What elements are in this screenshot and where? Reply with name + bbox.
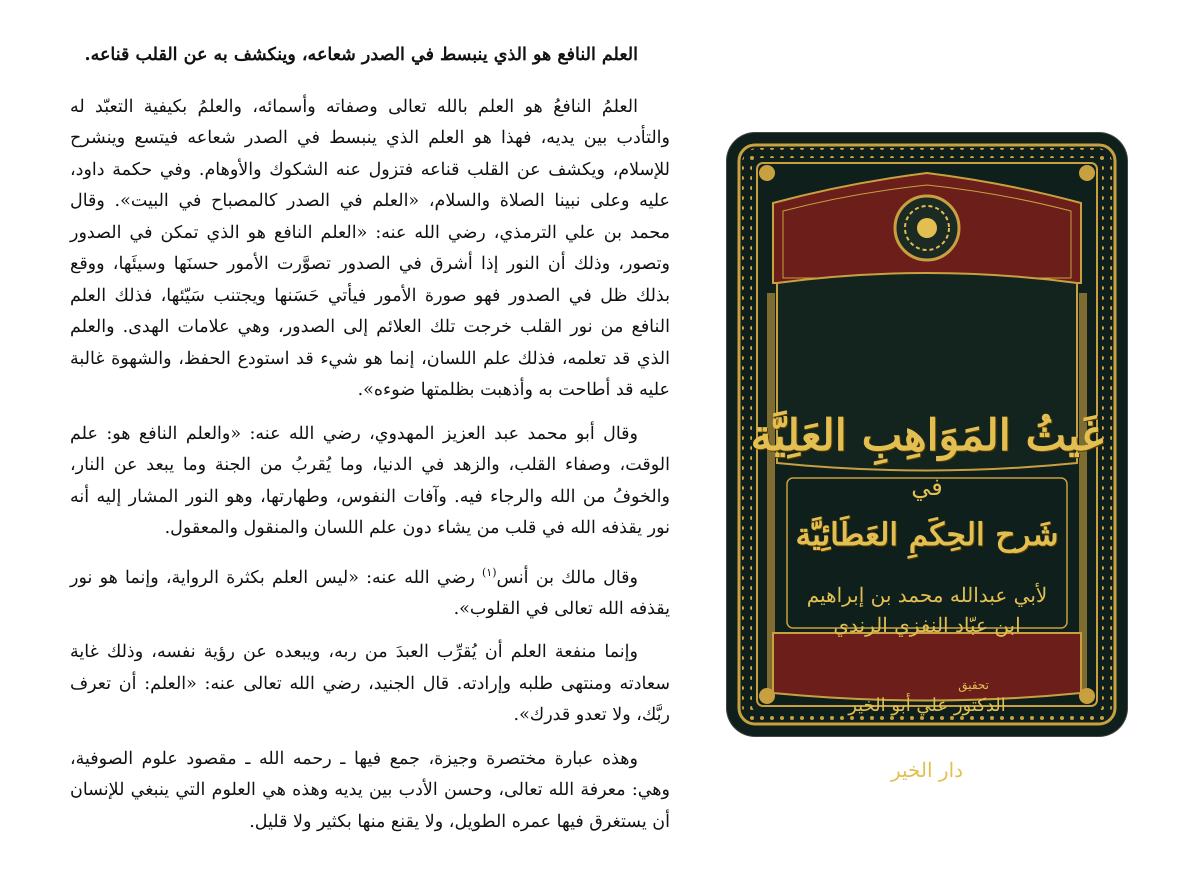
article-text bbox=[70, 40, 670, 850]
cover-author-line-2: ابن عبّاد النفزي الرندي bbox=[833, 613, 1021, 637]
book-cover bbox=[727, 133, 1127, 782]
paragraph-5: وهذه عبارة مختصرة وجيزة، جمع فيها ـ رحمه الله ـ مقصود علوم الصوفية، وهي: معرفة الله تعالى، وحسن الأدب بين يديه وهذه هي العلوم التي ينبغي للإنسان أن يستغرق فيها عمره الطويل، ولا يقنع منها بكثير ولا قليل. bbox=[70, 748, 670, 832]
paragraph-1: العلمُ النافعُ هو العلم بالله تعالى وصفاته وأسمائه، والعلمُ بكيفية التعبّد له والتأدب بين يديه، فهذا هو العلم الذي ينبسط في الصدر شعاعه فيتسع وينشرح للإسلام، ويكشف عن القلب قناعه فتزول عنه الشكوك والأوهام. وفي حكمة داود، عليه وعلى نبينا الصلاة والسلام، «العلم في الصدر كالمصباح في البيت». وقال محمد بن علي الترمذي، رضي الله عنه: «العلم النافع هو الذي تمكن في الصدور وتصور، وذلك أن النور إذا أشرق في الصدور تصوَّرت الأمور حسنَها وسيئَها، ووقع بذلك ظل في الصدور فهو صورة الأمور فيأتي حَسَنها ويجتنب سَيّئها، فذلك العلم النافع من نور القلب خرجت تلك العلائم إلى الصدور، وهي علامات الهدى. والعلم الذي قد تعلمه، فذلك علم اللسان، إنما هو شيء قد استودع الحفظ، والشهوة غالبة عليه قد أطاحت به وأذهبت بظلمتها ضوءه». bbox=[70, 96, 670, 400]
paragraph-3 bbox=[70, 557, 670, 626]
cover-editor: الدكتور علي أبو الخير bbox=[848, 695, 1006, 716]
paragraph-3-start: وقال مالك بن أنس bbox=[496, 567, 638, 588]
paragraph-4: وإنما منفعة العلم أن يُقرِّب العبدَ من ربه، ويبعده عن رؤية نفسه، وذلك غاية سعادته ومنتهى طلبه وإرادته. قال الجنيد، رضي الله تعالى عنه: «العلم: أن تعرف ربَّك، ولا تعدو قدرك». bbox=[70, 642, 670, 726]
paragraph-2: وقال أبو محمد عبد العزيز المهدوي، رضي الله عنه: «والعلم النافع هو: علم الوقت، وصفاء القلب، والزهد في الدنيا، وما يُقربُ من الجنة وما يبعد عن النار، والخوفُ من الله والرجاء فيه. وآفات النفوس، وطهارتها، وهو النور المشار إليه أنه نور يقذفه الله في قلب من يشاء دون علم اللسان والمنقول والمعقول. bbox=[70, 423, 670, 538]
article-heading: العلم النافع هو الذي ينبسط في الصدر شعاعه، وينكشف به عن القلب قناعه. bbox=[84, 45, 638, 65]
footnote-marker[interactable]: (١) bbox=[481, 565, 497, 579]
cover-publisher: دار الخير bbox=[890, 758, 964, 782]
paragraph-3-end: رضي الله عنه: «ليس العلم بكثرة الرواية، وإنما هو نور يقذفه الله تعالى في القلوب». bbox=[70, 567, 670, 619]
cover-editor-prefix: تحقيق bbox=[958, 678, 989, 692]
cover-preposition: في bbox=[911, 473, 943, 501]
cover-subtitle: شَرح الحِكَمِ العَطَائِيَّة bbox=[795, 517, 1059, 553]
cover-author-line-1: لأبي عبدالله محمد بن إبراهيم bbox=[806, 583, 1048, 607]
cover-title: غَيثُ المَوَاهِبِ العَلِيَّة bbox=[750, 411, 1104, 461]
